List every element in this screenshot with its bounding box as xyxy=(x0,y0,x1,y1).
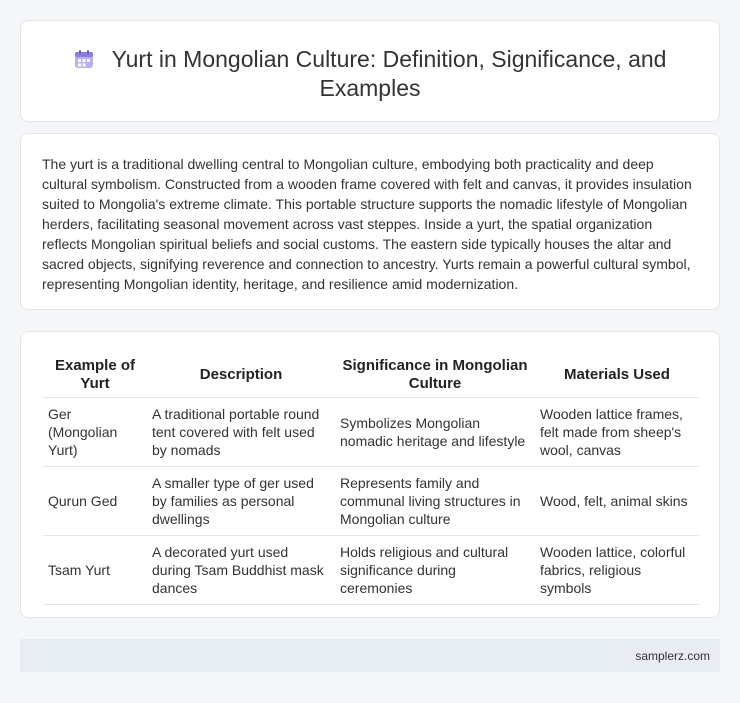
cell-materials: Wooden lattice frames, felt made from sheep's wool, canvas xyxy=(535,398,699,467)
header-materials: Materials Used xyxy=(535,353,699,398)
page-title-text: Yurt in Mongolian Culture: Definition, Significance, and Examples xyxy=(111,46,667,101)
page-title xyxy=(61,45,679,103)
cell-example: Qurun Ged xyxy=(43,467,147,536)
table-row xyxy=(43,467,699,536)
cell-materials: Wooden lattice, colorful fabrics, religious symbols xyxy=(535,536,699,605)
intro-paragraph: The yurt is a traditional dwelling central to Mongolian culture, embodying both practicality and deep cultural symbolism. Constructed from a wooden frame covered with felt and canvas, it provides insulation suited to Mongolia's extreme climate. This portable structure supports the nomadic lifestyle of Mongolian herders, facilitating seasonal movement across vast steppes. Inside a yurt, the spatial organization reflects Mongolian spiritual beliefs and social customs. The eastern side typically houses the altar and sacred objects, signifying reverence and connection to ancestry. Yurts remain a powerful cultural symbol, representing Mongolian identity, heritage, and resilience amid modernization. xyxy=(42,156,692,292)
cell-example: Tsam Yurt xyxy=(43,536,147,605)
calendar-icon xyxy=(74,49,94,69)
cell-description: A traditional portable round tent covered with felt used by nomads xyxy=(147,398,335,467)
header-description: Description xyxy=(147,353,335,398)
cell-materials: Wood, felt, animal skins xyxy=(535,467,699,536)
cell-example: Ger (Mongolian Yurt) xyxy=(43,398,147,467)
header-significance: Significance in Mongolian Culture xyxy=(335,353,535,398)
cell-significance: Symbolizes Mongolian nomadic heritage and lifestyle xyxy=(335,398,535,467)
table-card xyxy=(20,331,720,618)
table-header-row xyxy=(43,353,699,398)
yurt-examples-table xyxy=(43,353,699,605)
cell-significance: Represents family and communal living structures in Mongolian culture xyxy=(335,467,535,536)
cell-description: A smaller type of ger used by families as personal dwellings xyxy=(147,467,335,536)
cell-significance: Holds religious and cultural significance during ceremonies xyxy=(335,536,535,605)
footer-site-link[interactable]: samplerz.com xyxy=(635,649,710,663)
table-row xyxy=(43,398,699,467)
header-example: Example of Yurt xyxy=(43,353,147,398)
table-row xyxy=(43,536,699,605)
intro-card xyxy=(20,133,720,310)
footer xyxy=(20,639,720,672)
cell-description: A decorated yurt used during Tsam Buddhist mask dances xyxy=(147,536,335,605)
title-card xyxy=(20,20,720,122)
